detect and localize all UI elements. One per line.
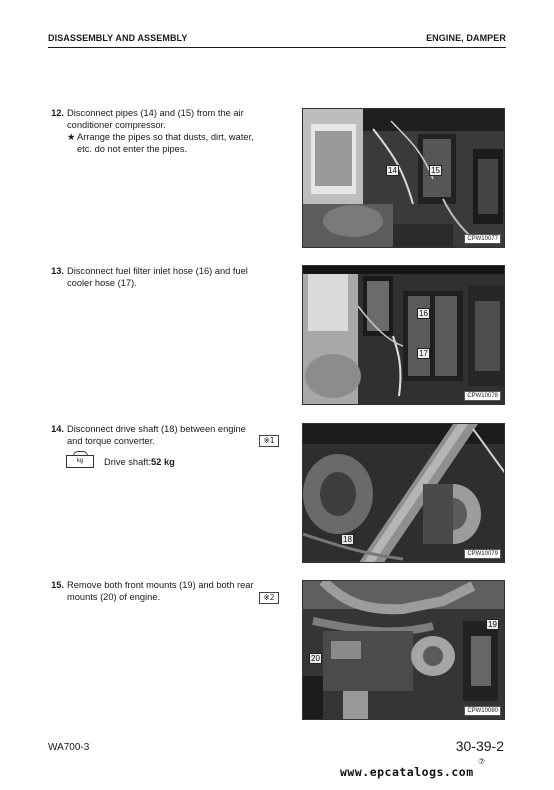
step-12 [48,107,280,155]
step-number: 15. [51,580,64,590]
watermark-text: www.epcatalogs.com [340,765,474,779]
step-text-line: Remove both front mounts (19) and both rear [67,580,254,590]
step-text-line: conditioner compressor. [67,120,166,130]
step-note-line: Arrange the pipes so that dusts, dirt, water, [77,132,254,142]
section-title: DISASSEMBLY AND ASSEMBLY [48,33,188,43]
reference-mark: ※2 [259,592,279,604]
callout-label: 19 [488,620,497,629]
photo-caption: CPW10077 [464,234,501,244]
weight-icon: kg [66,455,94,468]
revision-mark: ⑦ [478,757,486,766]
callout-label: 14 [388,166,397,175]
photo-fuel-filter [302,265,505,405]
step-text-line: and torque converter. [67,436,155,446]
step-text-line: Disconnect drive shaft (18) between engine [67,424,246,434]
callout-label: 20 [311,654,320,663]
step-14 [48,423,280,447]
weight-label: Drive shaft: [104,456,152,467]
callout-label: 16 [419,309,428,318]
step-number: 13. [51,266,64,276]
photo-engine-mounts [302,580,505,720]
step-note-line: etc. do not enter the pipes. [77,144,188,154]
step-13 [48,265,280,289]
callout-label: 15 [431,166,440,175]
step-text-line: Disconnect fuel filter inlet hose (16) and fuel [67,266,248,276]
photo-caption: CPW10080 [464,706,501,716]
weight-value: 52 kg [151,456,175,467]
step-text-line: Disconnect pipes (14) and (15) from the air [67,108,244,118]
step-text-line: mounts (20) of engine. [67,592,161,602]
weight-info [66,455,175,468]
photo-caption: CPW10078 [464,391,501,401]
page-number: 30-39-2 [455,738,504,754]
photo-caption: CPW10079 [464,549,501,559]
reference-mark: ※1 [259,435,279,447]
photo-drive-shaft [302,423,505,563]
star-icon: ★ [67,132,76,142]
model-number: WA700-3 [48,742,90,753]
callout-label: 18 [343,535,352,544]
step-number: 14. [51,424,64,434]
callout-label: 17 [419,349,428,358]
step-15 [48,579,280,603]
photo-ac-compressor [302,108,505,248]
header-rule [48,47,506,48]
topic-title: ENGINE, DAMPER [426,33,506,43]
step-number: 12. [51,108,64,118]
step-text-line: cooler hose (17). [67,278,137,288]
